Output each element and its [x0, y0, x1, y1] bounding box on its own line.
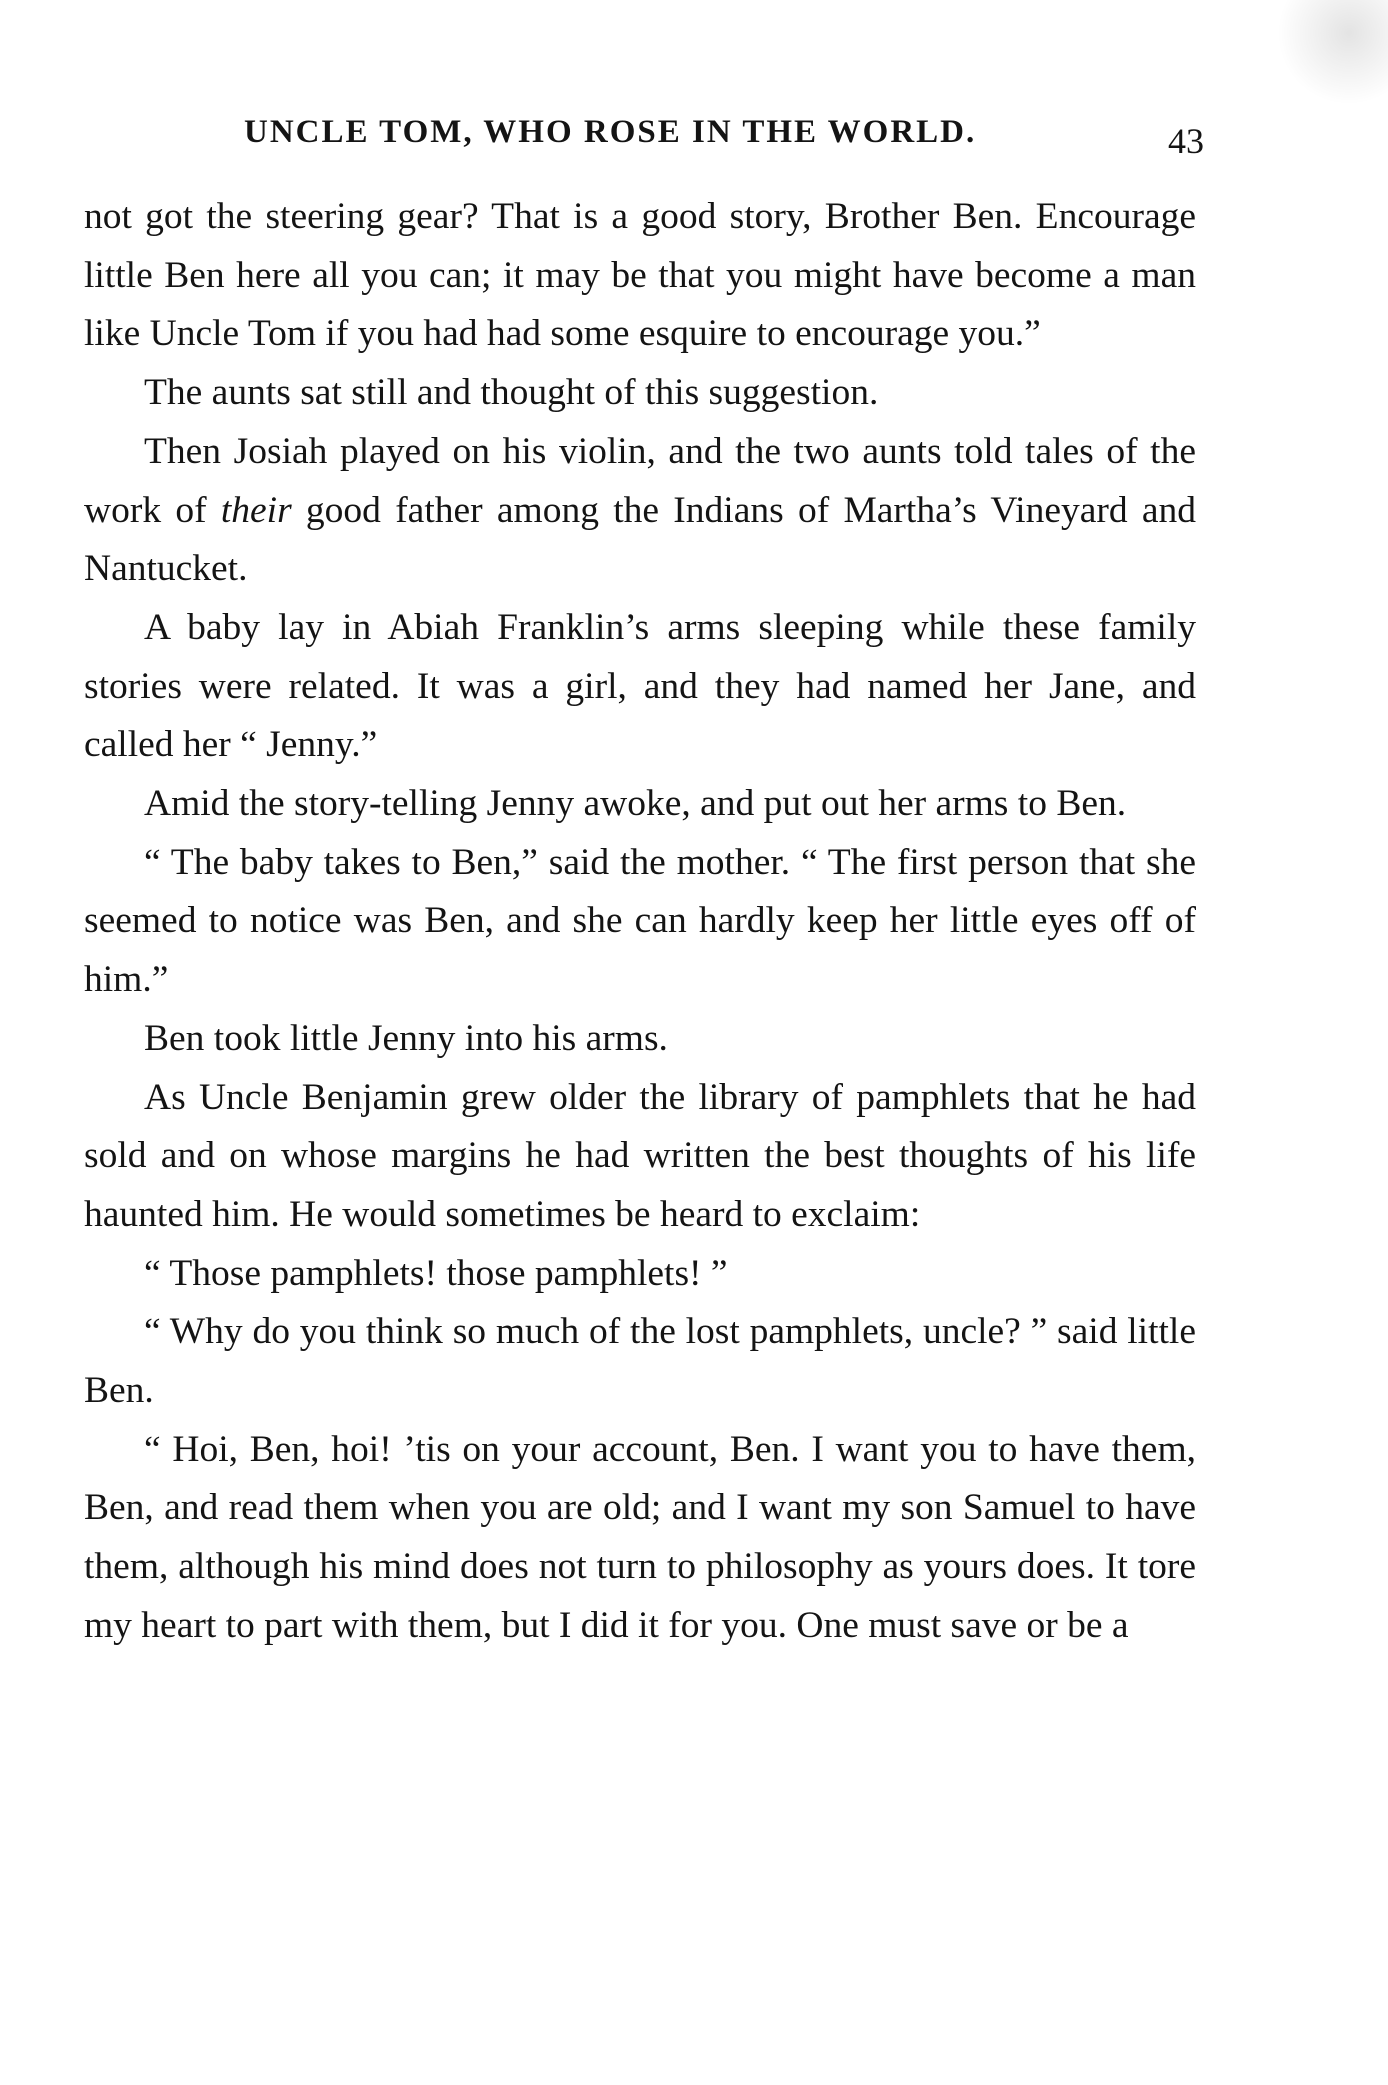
paragraph: “ Why do you think so much of the lost pamphlets, uncle? ” said little Ben. [84, 1311, 1196, 1412]
running-title: UNCLE TOM, WHO ROSE IN THE WORLD. [244, 114, 977, 150]
paragraph: “ The baby takes to Ben,” said the mother. “ The first person that she seemed to notice was Ben, and she can hardly keep her little eyes off of him.” [84, 841, 1196, 1001]
paragraph: As Uncle Benjamin grew older the library of pamphlets that he had sold and on whose margins he had written the best thoughts of his life haunted him. He would sometimes be heard to exclaim: [84, 1076, 1196, 1235]
paragraph: “ Hoi, Ben, hoi! ’tis on your account, Ben. I want you to have them, Ben, and read them when you are old; and I want my son Samuel to have them, although his mind does not turn to philosophy as yours does. It tore my heart to part with them, but I did it for you. One must save or be a [84, 1428, 1196, 1646]
body-text [84, 188, 1196, 1656]
print-speckle [1258, 0, 1388, 110]
running-head [84, 108, 1204, 161]
paragraph-text: Then Josiah played on his violin, and the two aunts told tales of the work of [84, 430, 1196, 531]
paragraph: Ben took little Jenny into his arms. [144, 1017, 668, 1059]
paragraph [84, 423, 1196, 599]
paragraph-text: good father among the Indians of Martha’s Vineyard and Nantucket. [84, 489, 1197, 590]
italic-word: their [220, 489, 292, 531]
paragraph: A baby lay in Abiah Franklin’s arms sleeping while these family stories were related. It was a girl, and they had named her Jane, and called her “ Jenny.” [84, 606, 1196, 766]
paragraph: The aunts sat still and thought of this suggestion. [144, 372, 879, 414]
paragraph: Amid the story-telling Jenny awoke, and put out her arms to Ben. [144, 783, 1127, 825]
paragraph: “ Those pamphlets! those pamphlets! ” [144, 1252, 728, 1294]
paragraph: not got the steering gear? That is a good story, Brother Ben. Encourage little Ben here all you can; it may be that you might have become a man like Uncle Tom if you had had some esquire to encourage you.” [84, 196, 1196, 355]
page-number: 43 [1168, 121, 1204, 161]
